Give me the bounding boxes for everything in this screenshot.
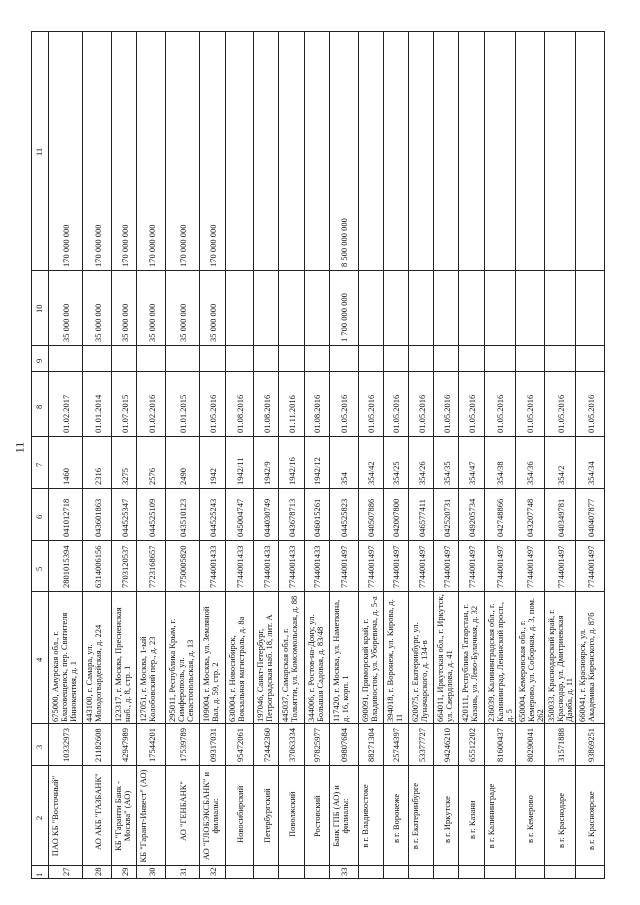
cell-reg: 80290041	[525, 728, 536, 762]
table-subrow	[458, 32, 483, 878]
banks-table	[31, 31, 605, 879]
cell-reg: 65512202	[467, 728, 477, 762]
cell-date: 01.01.2015	[178, 394, 189, 433]
cell-inn: 2801015394	[61, 545, 72, 588]
cell-addr: 236039, Калининградская обл., г. Калининград, Ленинский просп., д. 5	[485, 601, 514, 722]
cell-c10: 35 000 000	[178, 303, 189, 342]
cell-bik: 044525347	[119, 498, 130, 537]
cell-c11: 8 500 000 000	[339, 218, 350, 267]
cell-name: АО "ГЕНБАНК"	[178, 781, 189, 842]
cell-addr: 123317, г. Москва, Пресненская наб., д. 8, стр. 1	[113, 607, 133, 722]
cell-bik: 043207748	[525, 498, 536, 537]
column-number: 9	[34, 358, 44, 363]
cell-reg: 95472061	[234, 728, 245, 762]
cell-bik: 040349781	[555, 498, 566, 537]
cell-inn: 7744001433	[312, 545, 323, 588]
cell-n: 27	[61, 867, 72, 876]
cell-n: 33	[339, 867, 350, 876]
cell-lic: 354/47	[467, 461, 477, 485]
cell-addr: 117420, г. Москва, ул. Наметкина, д. 16, корп. 1	[330, 599, 350, 722]
cell-inn: 7744001497	[585, 545, 596, 588]
cell-name: КБ "Гаранти Банк - Москва" (АО)	[113, 781, 133, 851]
cell-c11: 170 000 000	[61, 224, 72, 267]
cell-date: 01.05.2016	[207, 394, 218, 433]
column-number: 10	[34, 304, 44, 313]
cell-name: Ростовский	[312, 795, 323, 837]
cell-inn: 7744001497	[525, 545, 536, 588]
cell-inn: 7744001497	[467, 545, 477, 588]
cell-bik: 045004747	[234, 498, 245, 537]
table-subrow	[278, 32, 303, 878]
cell-c10: 35 000 000	[61, 303, 72, 342]
cell-addr: 109004, г. Москва, ул. Земляной Вал, д. 59, стр. 2	[201, 606, 221, 722]
cell-addr: 690091, Приморский край, г. Владивосток, ул. Уборевича, д. 5-а	[359, 596, 379, 722]
cell-bik: 049205734	[467, 498, 477, 537]
cell-inn: 7744001433	[261, 545, 272, 588]
table-subrow	[544, 32, 575, 878]
cell-bik: 041012718	[61, 498, 72, 537]
cell-lic: 1942/12	[312, 457, 323, 485]
cell-bik: 042007800	[391, 498, 402, 537]
cell-inn: 6314006156	[92, 545, 103, 588]
cell-lic: 354/34	[585, 461, 596, 485]
table-row	[199, 32, 224, 878]
cell-inn: 7744001433	[287, 545, 298, 588]
column-number: 1	[34, 872, 44, 877]
cell-name: АО "ГЛОБЭКСБАНК" и филиалы:	[201, 771, 221, 861]
cell-lic: 354/26	[416, 461, 427, 485]
cell-date: 01.11.2016	[287, 395, 298, 433]
cell-c10: 35 000 000	[119, 303, 130, 342]
cell-name: в г. Красноярске	[585, 790, 596, 850]
cell-lic: 354/25	[391, 461, 402, 485]
cell-name: ПАО КБ "Восточный"	[50, 775, 61, 857]
cell-n: 29	[119, 867, 130, 876]
cell-bik: 044525109	[146, 498, 157, 537]
cell-bik: 040507886	[366, 498, 377, 537]
cell-reg: 09807684	[339, 728, 350, 762]
cell-bik: 043510123	[178, 498, 189, 537]
cell-date: 01.01.2014	[92, 394, 103, 433]
cell-addr: 675000, Амурская обл., г. Благовещенск, пер. Святителя Иннокентия, д. 1	[50, 612, 79, 722]
cell-lic: 2576	[146, 468, 157, 485]
cell-c11: 170 000 000	[178, 224, 189, 267]
cell-reg: 21182608	[92, 728, 103, 762]
cell-n: 28	[92, 867, 103, 876]
cell-c11: 170 000 000	[119, 224, 130, 267]
cell-lic: 2490	[178, 468, 189, 485]
cell-date: 01.08.2016	[312, 394, 323, 433]
table-subrow	[575, 32, 604, 878]
cell-addr: 620075, г. Екатеринбург, ул. Луначарского, д. 134-в	[409, 622, 429, 722]
cell-date: 01.07.2015	[119, 394, 130, 433]
cell-reg: 09317031	[207, 728, 218, 762]
cell-inn: 7744001497	[495, 545, 506, 588]
column-number-header	[32, 32, 48, 878]
cell-name: в г. Иркутске	[441, 796, 452, 844]
cell-date: 01.05.2016	[441, 394, 452, 433]
cell-c10: 35 000 000	[92, 303, 103, 342]
cell-lic: 3275	[119, 468, 130, 485]
column-number: 5	[34, 566, 44, 571]
column-number: 11	[34, 147, 44, 156]
cell-bik: 043601863	[92, 498, 103, 537]
cell-inn: 7723168657	[146, 545, 157, 588]
cell-lic: 1942/11	[234, 457, 245, 485]
cell-lic: 354/2	[555, 465, 566, 485]
cell-inn: 7744001497	[339, 545, 350, 588]
cell-addr: 445037, Самарская обл., г. Тольятти, ул. Комсомольская, д. 88	[280, 595, 300, 722]
cell-n: 30	[146, 867, 157, 876]
cell-name: Петербургский	[261, 788, 272, 844]
table-subrow	[515, 32, 545, 878]
table-row	[136, 32, 165, 878]
cell-bik: 046015261	[312, 498, 323, 537]
cell-date: 01.05.2016	[391, 394, 402, 433]
cell-name: в г. Воронеже	[391, 794, 402, 844]
column-number: 2	[34, 815, 44, 820]
cell-addr: 295011, Республика Крым, г. Симферополь, ул. Севастопольская, д. 13	[166, 618, 195, 722]
cell-lic: 354/42	[366, 461, 377, 485]
table-row	[165, 32, 199, 878]
cell-reg: 17544201	[146, 728, 157, 762]
cell-date: 01.05.2016	[495, 394, 506, 433]
cell-inn: 7744001497	[416, 545, 427, 588]
cell-bik: 044525823	[339, 498, 350, 537]
cell-date: 01.08.2016	[261, 394, 272, 433]
cell-inn: 7703120537	[119, 545, 130, 588]
cell-c11: 170 000 000	[92, 224, 103, 267]
cell-lic: 1460	[61, 468, 72, 485]
cell-reg: 81600437	[495, 728, 506, 762]
cell-n: 31	[178, 867, 189, 876]
cell-lic: 1942/9	[261, 461, 272, 485]
table-subrow	[433, 32, 458, 878]
cell-c11: 170 000 000	[207, 224, 218, 267]
cell-inn: 7744001497	[441, 545, 452, 588]
cell-reg: 42947989	[119, 728, 130, 762]
cell-date: 01.05.2016	[555, 394, 566, 433]
column-number: 6	[34, 514, 44, 519]
cell-date: 01.05.2016	[366, 394, 377, 433]
cell-lic: 1942/16	[287, 457, 298, 485]
cell-addr: 344006, г. Ростов-на-Дону, ул. Большая Садовая, д. 83/48	[305, 614, 325, 722]
cell-reg: 94246210	[441, 728, 452, 762]
cell-lic: 1942	[207, 468, 218, 485]
cell-inn: 7750005820	[178, 545, 189, 588]
cell-reg: 97825977	[312, 728, 323, 762]
cell-name: Банк ГПБ (АО) и филиалы:	[330, 785, 350, 847]
cell-reg: 93869251	[585, 728, 596, 762]
cell-bik: 044030749	[261, 498, 272, 537]
cell-inn: 7744001433	[234, 545, 245, 588]
cell-bik: 043678713	[287, 498, 298, 537]
table-subrow	[225, 32, 254, 878]
cell-reg: 31571888	[555, 728, 566, 762]
cell-bik: 040407877	[585, 498, 596, 537]
table-subrow	[304, 32, 329, 878]
cell-reg: 37063334	[287, 728, 298, 762]
cell-name: Поволжский	[287, 791, 298, 837]
table-row	[329, 32, 358, 878]
cell-addr: 660041, г. Красноярск, ул. Академика Киренского, д. 87б	[577, 612, 597, 722]
cell-addr: 394018, г. Воронеж, ул. Кирова, д. 11	[384, 599, 404, 722]
cell-inn: 7744001497	[391, 545, 402, 588]
cell-date: 01.05.2016	[467, 394, 477, 433]
cell-addr: 443100, г. Самара, ул. Молодогвардейская, д. 224	[84, 624, 104, 722]
cell-bik: 046577411	[416, 499, 427, 537]
cell-addr: 197046, Санкт-Петербург, Петроградская наб. 18, лит. А	[255, 614, 275, 722]
table-subrow	[253, 32, 278, 878]
cell-name: в г. Краснодаре	[555, 792, 566, 848]
cell-lic: 354/36	[525, 461, 536, 485]
cell-reg: 72442360	[261, 728, 272, 762]
cell-reg: 88271304	[366, 728, 377, 762]
cell-name: АО АКБ "ГАЗБАНК"	[92, 772, 103, 850]
cell-addr: 630004, г. Новосибирск, Вокзальная магистраль, д. 8а	[226, 616, 246, 722]
cell-addr: 664011, Иркутская обл., г. Иркутск, ул. Свердлова, д. 41	[435, 594, 455, 722]
column-number: 4	[34, 657, 44, 662]
cell-c10: 35 000 000	[207, 303, 218, 342]
cell-date: 01.05.2016	[585, 394, 596, 433]
table-subrow	[484, 32, 515, 878]
cell-name: в г. Владивостоке	[359, 784, 370, 848]
cell-inn: 7744001433	[207, 545, 218, 588]
cell-n: 32	[207, 867, 218, 876]
cell-name: КБ "Гарант-Инвест" (АО)	[138, 769, 149, 863]
column-number: 7	[34, 462, 44, 467]
table-subrow	[383, 32, 408, 878]
cell-c11: 170 000 000	[146, 224, 157, 267]
cell-addr: 650004, Кемеровская обл., г. Кемерово, ул. Соборная, д. 3, пом. 262	[516, 597, 545, 722]
cell-name: в г. Екатеринбурге	[409, 782, 420, 850]
cell-bik: 044525243	[207, 498, 218, 537]
cell-date: 01.05.2016	[416, 394, 427, 433]
cell-reg: 25744397	[391, 728, 402, 762]
table-row	[82, 32, 111, 878]
cell-c10: 35 000 000	[146, 303, 157, 342]
cell-addr: 420111, Республика Татарстан, г. Казань, ул. Лево-Булачная, д. 32	[460, 603, 480, 722]
cell-name: в г. Кемерово	[525, 795, 536, 844]
cell-date: 01.05.2016	[525, 394, 536, 433]
cell-lic: 354	[339, 472, 350, 485]
table-subrow	[358, 32, 383, 878]
cell-lic: 354/38	[495, 461, 506, 485]
table-subrow	[408, 32, 433, 878]
cell-date: 01.08.2016	[234, 394, 245, 433]
table-row	[111, 32, 136, 878]
cell-date: 01.02.2016	[146, 394, 157, 433]
cell-date: 01.05.2016	[339, 394, 350, 433]
cell-date: 01.02.2017	[61, 394, 72, 433]
cell-bik: 042520731	[441, 498, 452, 537]
page-number: 11	[12, 441, 27, 454]
table-row	[48, 32, 82, 878]
cell-reg: 53377727	[416, 728, 427, 762]
cell-reg: 10332973	[61, 728, 72, 762]
cell-bik: 042748866	[495, 498, 506, 537]
cell-addr: 350033, Краснодарский край, г. Краснодар, ул. Дмитриевская Дамба, д. 11	[546, 609, 575, 722]
cell-name: в г. Казани	[467, 800, 477, 840]
cell-name: Новосибирский	[234, 786, 245, 844]
cell-lic: 354/35	[441, 461, 452, 485]
column-number: 8	[34, 404, 44, 409]
cell-c10: 1 700 000 000	[339, 293, 350, 342]
cell-inn: 7744001497	[555, 545, 566, 588]
cell-name: в г. Калининграде	[485, 783, 496, 849]
cell-inn: 7744001497	[366, 545, 377, 588]
column-number: 3	[34, 744, 44, 749]
cell-reg: 17539789	[178, 728, 189, 762]
cell-lic: 2316	[92, 468, 103, 485]
cell-addr: 127051, г. Москва, 1-ый Колобовский пер., д. 23	[138, 636, 158, 722]
